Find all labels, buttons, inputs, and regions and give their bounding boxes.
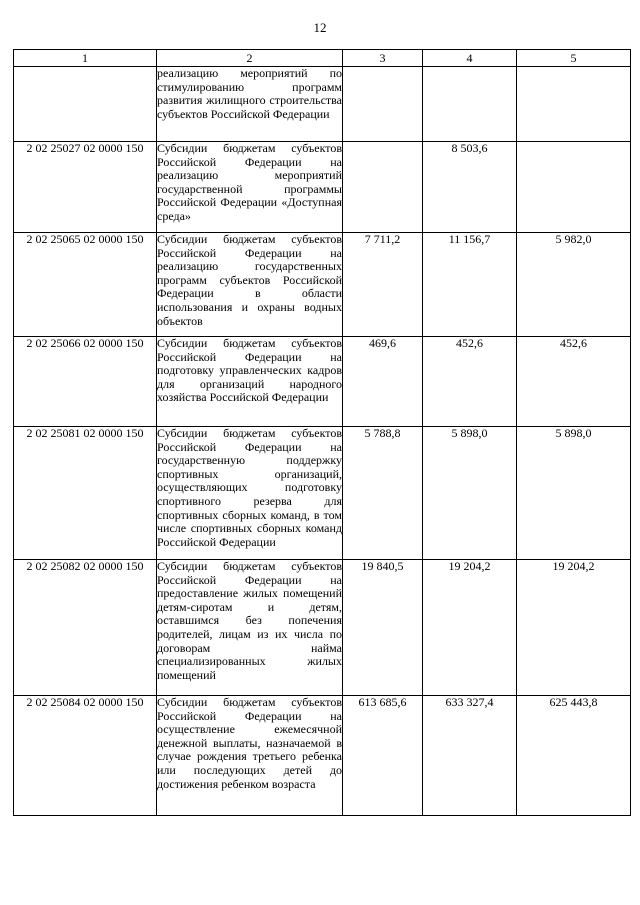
amount-col-5 xyxy=(517,142,631,233)
amount-col-5: 452,6 xyxy=(517,337,631,427)
amount-col-5: 19 204,2 xyxy=(517,560,631,696)
amount-col-3: 5 788,8 xyxy=(343,427,423,560)
amount-col-3: 469,6 xyxy=(343,337,423,427)
description: реализацию мероприятий по стимулированию программ развития жилищного строительства субъектов Российской Федерации xyxy=(157,67,343,142)
header-row xyxy=(14,50,631,67)
header-col-1: 1 xyxy=(14,50,157,67)
amount-col-4: 11 156,7 xyxy=(423,233,517,337)
amount-col-3: 613 685,6 xyxy=(343,696,423,816)
description: Субсидии бюджетам субъектов Российской Федерации на подготовку управленческих кадров для организаций народного хозяйства Российской Федерации xyxy=(157,337,343,427)
budget-code: 2 02 25065 02 0000 150 xyxy=(14,233,157,337)
amount-col-4: 8 503,6 xyxy=(423,142,517,233)
amount-col-5 xyxy=(517,67,631,142)
amount-col-3 xyxy=(343,67,423,142)
page-number: 12 xyxy=(313,20,327,35)
table-row xyxy=(14,142,631,233)
amount-col-3 xyxy=(343,142,423,233)
amount-col-4: 19 204,2 xyxy=(423,560,517,696)
description: Субсидии бюджетам субъектов Российской Федерации на реализацию государственных программ субъектов Российской Федерации в области использования и охраны водных объектов xyxy=(157,233,343,337)
budget-code xyxy=(14,67,157,142)
description: Субсидии бюджетам субъектов Российской Федерации на реализацию мероприятий государственной программы Российской Федерации «Доступная среда» xyxy=(157,142,343,233)
budget-code: 2 02 25027 02 0000 150 xyxy=(14,142,157,233)
budget-table xyxy=(13,49,631,816)
table-row xyxy=(14,427,631,560)
amount-col-3: 7 711,2 xyxy=(343,233,423,337)
header-col-3: 3 xyxy=(343,50,423,67)
amount-col-4: 633 327,4 xyxy=(423,696,517,816)
amount-col-4 xyxy=(423,67,517,142)
header-col-5: 5 xyxy=(517,50,631,67)
amount-col-4: 452,6 xyxy=(423,337,517,427)
table-row xyxy=(14,337,631,427)
description: Субсидии бюджетам субъектов Российской Федерации на осуществление ежемесячной денежной выплаты, назначаемой в случае рождения третьего ребенка или последующих детей до достижения ребенком возраста xyxy=(157,696,343,816)
table-row xyxy=(14,67,631,142)
amount-col-3: 19 840,5 xyxy=(343,560,423,696)
amount-col-5: 625 443,8 xyxy=(517,696,631,816)
header-col-2: 2 xyxy=(157,50,343,67)
budget-code: 2 02 25081 02 0000 150 xyxy=(14,427,157,560)
amount-col-5: 5 982,0 xyxy=(517,233,631,337)
budget-code: 2 02 25084 02 0000 150 xyxy=(14,696,157,816)
description: Субсидии бюджетам субъектов Российской Федерации на государственную поддержку спортивных организаций, осуществляющих подготовку спортивного резерва для спортивных сборных команд, в том числе спортивных сборных команд Российской Федерации xyxy=(157,427,343,560)
table-row xyxy=(14,233,631,337)
amount-col-5: 5 898,0 xyxy=(517,427,631,560)
header-col-4: 4 xyxy=(423,50,517,67)
table-row xyxy=(14,560,631,696)
description: Субсидии бюджетам субъектов Российской Федерации на предоставление жилых помещений детям-сиротам и детям, оставшимся без попечения родителей, лицам из их числа по договорам найма специализированных жилых помещений xyxy=(157,560,343,696)
budget-code: 2 02 25082 02 0000 150 xyxy=(14,560,157,696)
amount-col-4: 5 898,0 xyxy=(423,427,517,560)
table-row xyxy=(14,696,631,816)
budget-code: 2 02 25066 02 0000 150 xyxy=(14,337,157,427)
